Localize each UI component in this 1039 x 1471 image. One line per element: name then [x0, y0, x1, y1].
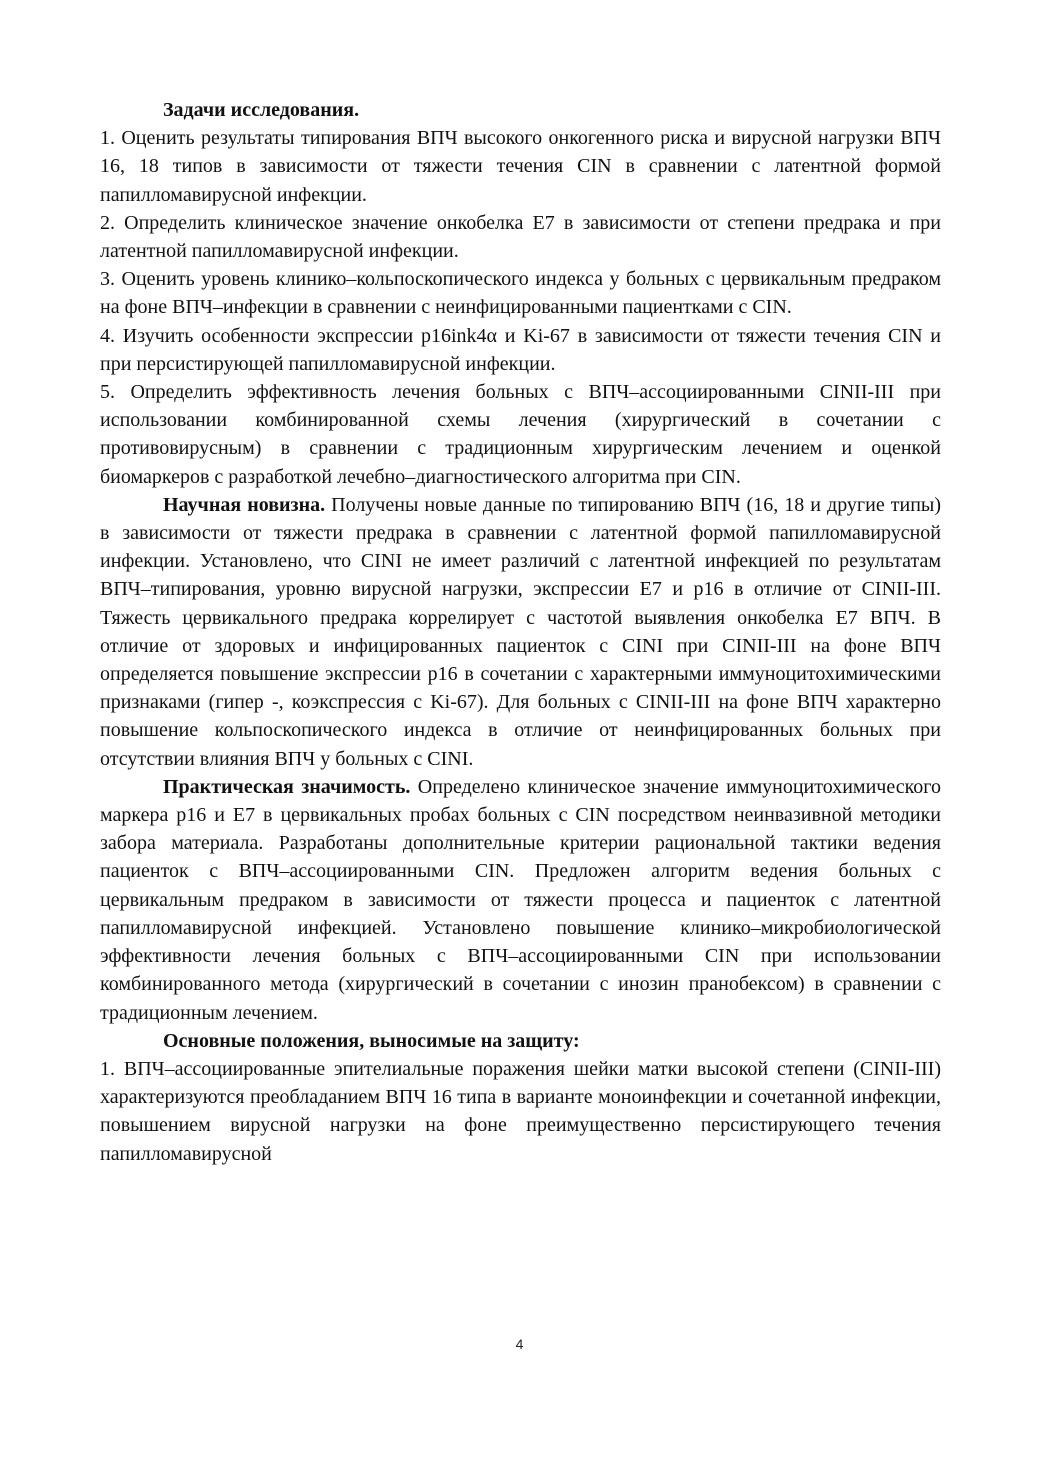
- practical-paragraph: [100, 773, 941, 1027]
- document-page: [100, 96, 941, 1168]
- practical-heading: Практическая значимость.: [163, 775, 411, 798]
- novelty-paragraph: [100, 491, 941, 773]
- tasks-heading: Задачи исследования.: [163, 99, 360, 121]
- thesis-item-1: 1. ВПЧ–ассоциированные эпителиальные поражения шейки матки высокой степени (CINII-III) характеризуются преобладанием ВПЧ 16 типа в варианте моноинфекции и сочетанной инфекции, повышением вирусной нагрузки на фоне преимущественно персистирующего течения папилломавирусной: [100, 1057, 941, 1165]
- task-item-4: 4. Изучить особенности экспрессии p16ink4α и Ki-67 в зависимости от тяжести течения CIN и при персистирующей папилломавирусной инфекции.: [100, 324, 941, 375]
- task-item-3: 3. Оценить уровень клинико–кольпоскопического индекса у больных с цервикальным предраком на фоне ВПЧ–инфекции в сравнении с неинфицированными пациентками с CIN.: [100, 268, 941, 319]
- novelty-heading: Научная новизна.: [163, 493, 326, 516]
- novelty-text: Получены новые данные по типированию ВПЧ (16, 18 и другие типы) в зависимости от тяжести предрака в сравнении с латентной формой папилломавирусной инфекции. Установлено, что CINI не имеет различий с латентной инфекцией по результатам ВПЧ–типирования, уровню вирусной нагрузки, экспрессии Е7 и p16 в отличие от CINII-III. Тяжесть цервикального предрака коррелирует с частотой выявления онкобелка Е7 ВПЧ. В отличие от здоровых и инфицированных пациенток с CINI при CINII-III на фоне ВПЧ определяется повышение экспрессии p16 в сочетании с характерными иммуноцитохимическими признаками (гипер -, коэкспрессия с Ki-67). Для больных с CINII-III на фоне ВПЧ характерно повышение кольпоскопического индекса в отличие от неинфицированных больных при отсутствии влияния ВПЧ у больных с CINI.: [100, 493, 941, 770]
- page-number: 4: [515, 1336, 524, 1352]
- task-item-5: 5. Определить эффективность лечения больных с ВПЧ–ассоциированными CINII-III при использовании комбинированной схемы лечения (хирургический в сочетании с противовирусным) в сравнении с традиционным хирургическим лечением и оценкой биомаркеров с разработкой лечебно–диагностического алгоритма при CIN.: [100, 381, 941, 488]
- theses-heading: Основные положения, выносимые на защиту:: [163, 1029, 580, 1052]
- task-item-1: 1. Оценить результаты типирования ВПЧ высокого онкогенного риска и вирусной нагрузки ВПЧ 16, 18 типов в зависимости от тяжести течения CIN в сравнении с латентной формой папилломавирусной инфекции.: [100, 127, 941, 206]
- task-item-2: 2. Определить клиническое значение онкобелка Е7 в зависимости от степени предрака и при латентной папилломавирусной инфекции.: [100, 211, 941, 263]
- practical-text: Определено клиническое значение иммуноцитохимического маркера p16 и Е7 в цервикальных пробах больных с CIN посредством неинвазивной методики забора материала. Разработаны дополнительные критерии рациональной тактики ведения пациенток с ВПЧ–ассоциированными CIN. Предложен алгоритм ведения больных с цервикальным предраком в зависимости от тяжести процесса и пациенток с латентной папилломавирусной инфекцией. Установлено повышение клинико–микробиологической эффективности лечения больных с ВПЧ–ассоциированными CIN при использовании комбинированного метода (хирургический в сочетании с инозин пранобексом) в сравнении с традиционным лечением.: [100, 775, 941, 1024]
